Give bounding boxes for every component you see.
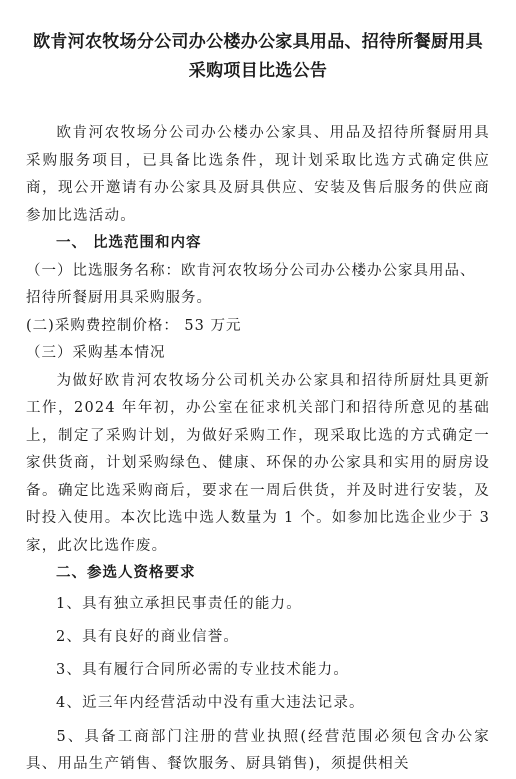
intro-paragraph: 欧肯河农牧场分公司办公楼办公家具、用品及招待所餐厨用具采购服务项目，已具备比选条件，现计划采取比选方式确定供应商，现公开邀请有办公家具及厨具供应、安装及售后服务的供应商参加比选活动。	[26, 125, 490, 224]
requirement-4: 4、近三年内经营活动中没有重大违法记录。	[56, 694, 365, 711]
requirement-1: 1、具有独立承担民事责任的能力。	[56, 595, 302, 612]
requirement-3: 3、具有履行合同所必需的专业技术能力。	[56, 661, 350, 678]
document-title	[26, 28, 490, 86]
section-1-item-3: （三）采购基本情况	[26, 345, 166, 361]
title-line-2: 采购项目比选公告	[188, 61, 328, 81]
section-1-item-2: (二)采购费控制价格： 53 万元	[26, 317, 242, 334]
requirement-2: 2、具有良好的商业信誉。	[56, 628, 240, 645]
section-2-heading: 二、参选人资格要求	[56, 565, 196, 581]
procurement-description: 为做好欧肯河农牧场分公司机关办公家具和招待所厨灶具更新工作，2024 年年初，办公室在征求机关部门和招待所意见的基础上，制定了采购计划，为做好采购工作，现采取比选的方式确定一家供货商，计划采购绿色、健康、环保的办公家具和实用的厨房设备。确定比选采购商后，要求在一周后供货，并及时进行安装，及时投入使用。本次比选中选人数量为 1 个。如参加比选企业少于 3 家，此次比选作废。	[26, 372, 490, 554]
title-line-1: 欧肯河农牧场分公司办公楼办公家具用品、招待所餐厨用具	[33, 32, 483, 52]
requirement-5: 5、具备工商部门注册的营业执照(经营范围必须包含办公家具、用品生产销售、餐饮服务、厨具销售)，须提供相关	[26, 728, 490, 772]
section-1-item-1: （一）比选服务名称：欧肯河农牧场分公司办公楼办公家具用品、招待所餐厨用具采购服务。	[26, 262, 476, 306]
section-1-heading: 一、 比选范围和内容	[56, 235, 202, 251]
